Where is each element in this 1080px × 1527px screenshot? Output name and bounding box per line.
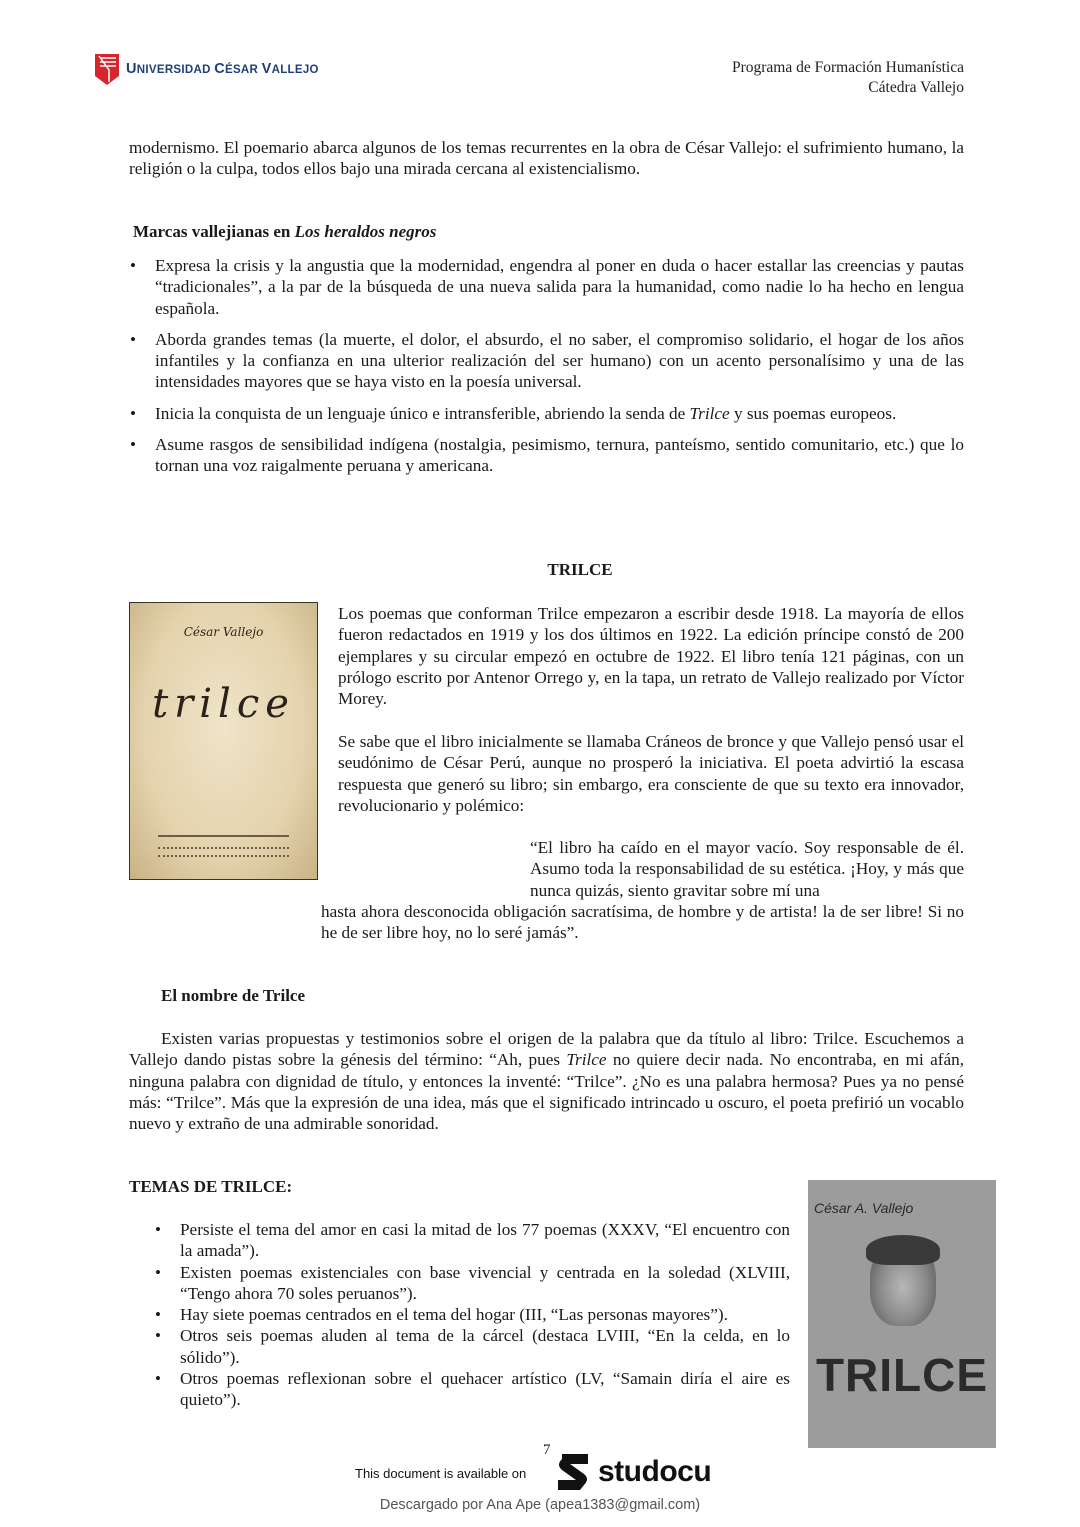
list-item: • Otros poemas reflexionan sobre el quehacer artístico (LV, “Samain diría el aire es quieto”). bbox=[155, 1368, 790, 1411]
list-item: • Otros seis poemas aluden al tema de la cárcel (destaca LVIII, “En la celda, en lo sólido”). bbox=[155, 1325, 790, 1368]
university-logo bbox=[94, 52, 319, 86]
shield-logo-icon bbox=[94, 52, 120, 86]
list-item: • Expresa la crisis y la angustia que la modernidad, engendra al poner en duda o hacer estallar las creencias y pautas “tradicionales”, a la par de la búsqueda de una nueva salida para la humanidad, como nadie lo ha hecho en lengua española. bbox=[130, 255, 964, 319]
intro-paragraph: modernismo. El poemario abarca algunos de los temas recurrentes en la obra de César Vallejo: el sufrimiento humano, la religión o la culpa, todos ellos bajo una mirada cercana al existencialismo. bbox=[129, 138, 964, 179]
nombre-heading: El nombre de Trilce bbox=[161, 986, 306, 1005]
trilce-paragraph-1: Los poemas que conforman Trilce empezaron a escribir desde 1918. La mayoría de ellos fueron redactados en 1919 y los dos últimos en 1922. La edición príncipe constó de 200 ejemplares y su circular empezó en octubre de 1922. El libro tenía 121 páginas, con un prólogo escrito por Antenor Orrego y, en la tapa, un retrato de Vallejo realizado por Víctor Morey. bbox=[338, 604, 964, 709]
chair-name: Cátedra Vallejo bbox=[868, 79, 964, 96]
list-item: • Persiste el tema del amor en casi la mitad de los 77 poemas (XXXV, “El encuentro con la amada”). bbox=[155, 1219, 790, 1262]
list-item: • Aborda grandes temas (la muerte, el dolor, el absurdo, el no saber, el compromiso solidario, el hogar de los años infantiles y la confianza en una ulterior realización del ser humano) con un acento personalísimo y una de las intensidades mayores que se haya visto en la poesía universal. bbox=[130, 329, 964, 393]
downloaded-by-text: Descargado por Ana Ape (apea1383@gmail.com) bbox=[379, 1497, 701, 1513]
trilce-paragraph-2: Se sabe que el libro inicialmente se llamaba Cráneos de bronce y que Vallejo pensó usar el seudónimo de César Perú, aunque no prosperó la iniciativa. El poeta advirtió la escasa respuesta que generó su libro; sin embargo, era consciente de que su texto era innovador, revolucionario y polémico: bbox=[338, 732, 964, 815]
marcas-heading: Marcas vallejianas en Los heraldos negros bbox=[133, 222, 437, 241]
temas-list bbox=[155, 1219, 790, 1411]
list-item: • Existen poemas existenciales con base vivencial y centrada en la soledad (XLVIII, “Tengo ahora 70 soles peruanos”). bbox=[155, 1262, 790, 1305]
trilce-first-edition-cover-image: César Vallejo trilce bbox=[129, 602, 318, 880]
vallejo-quote-part-2: hasta ahora desconocida obligación sacratísima, de hombre y de artista! la de ser libre! Si no he de ser libre hoy, no lo seré jamás”. bbox=[321, 902, 964, 943]
program-name: Programa de Formación Humanística bbox=[731, 59, 964, 76]
studocu-icon bbox=[554, 1452, 592, 1492]
available-on-text: This document is available on bbox=[355, 1466, 527, 1481]
list-item: • Hay siete poemas centrados en el tema del hogar (III, “Las personas mayores”). bbox=[155, 1304, 790, 1325]
trilce-portrait-cover-image: César A. Vallejo TRILCE bbox=[808, 1180, 996, 1448]
university-name: UNIVERSIDAD CÉSAR VALLEJO bbox=[126, 61, 319, 77]
studocu-logo[interactable]: studocu bbox=[554, 1452, 711, 1492]
temas-heading: TEMAS DE TRILCE: bbox=[129, 1177, 293, 1196]
trilce-title: TRILCE bbox=[547, 560, 613, 579]
page-number: 7 bbox=[543, 1442, 551, 1458]
header-program bbox=[732, 58, 964, 98]
nombre-paragraph: Existen varias propuestas y testimonios sobre el origen de la palabra que da título al libro: Trilce. Escuchemos a Vallejo dando pistas sobre la génesis del término: “Ah, pues Trilce no quiere decir nada. No encontraba, en mi afán, ninguna palabra con dignidad de título, y entonces la inventé: “Trilce”. ¿No es una palabra hermosa? Pues ya no pensé más: “Trilce”. Más que la expresión de una idea, más que el significado intrincado u oscuro, el poeta prefirió un vocablo nuevo y extraño de una admirable sonoridad. bbox=[129, 1029, 964, 1134]
vallejo-quote-part-1: “El libro ha caído en el mayor vacío. Soy responsable de él. Asumo toda la responsabilidad de su estética. ¡Hoy, y más que nunca quizás, siento gravitar sobre mí una bbox=[530, 838, 964, 900]
list-item: • Asume rasgos de sensibilidad indígena (nostalgia, pesimismo, ternura, panteísmo, sentido comunitario, etc.) que lo tornan una voz raigalmente peruana y americana. bbox=[130, 434, 964, 477]
marcas-list bbox=[130, 255, 964, 477]
list-item: • Inicia la conquista de un lenguaje único e intransferible, abriendo la senda de Trilce y sus poemas europeos. bbox=[130, 403, 964, 424]
